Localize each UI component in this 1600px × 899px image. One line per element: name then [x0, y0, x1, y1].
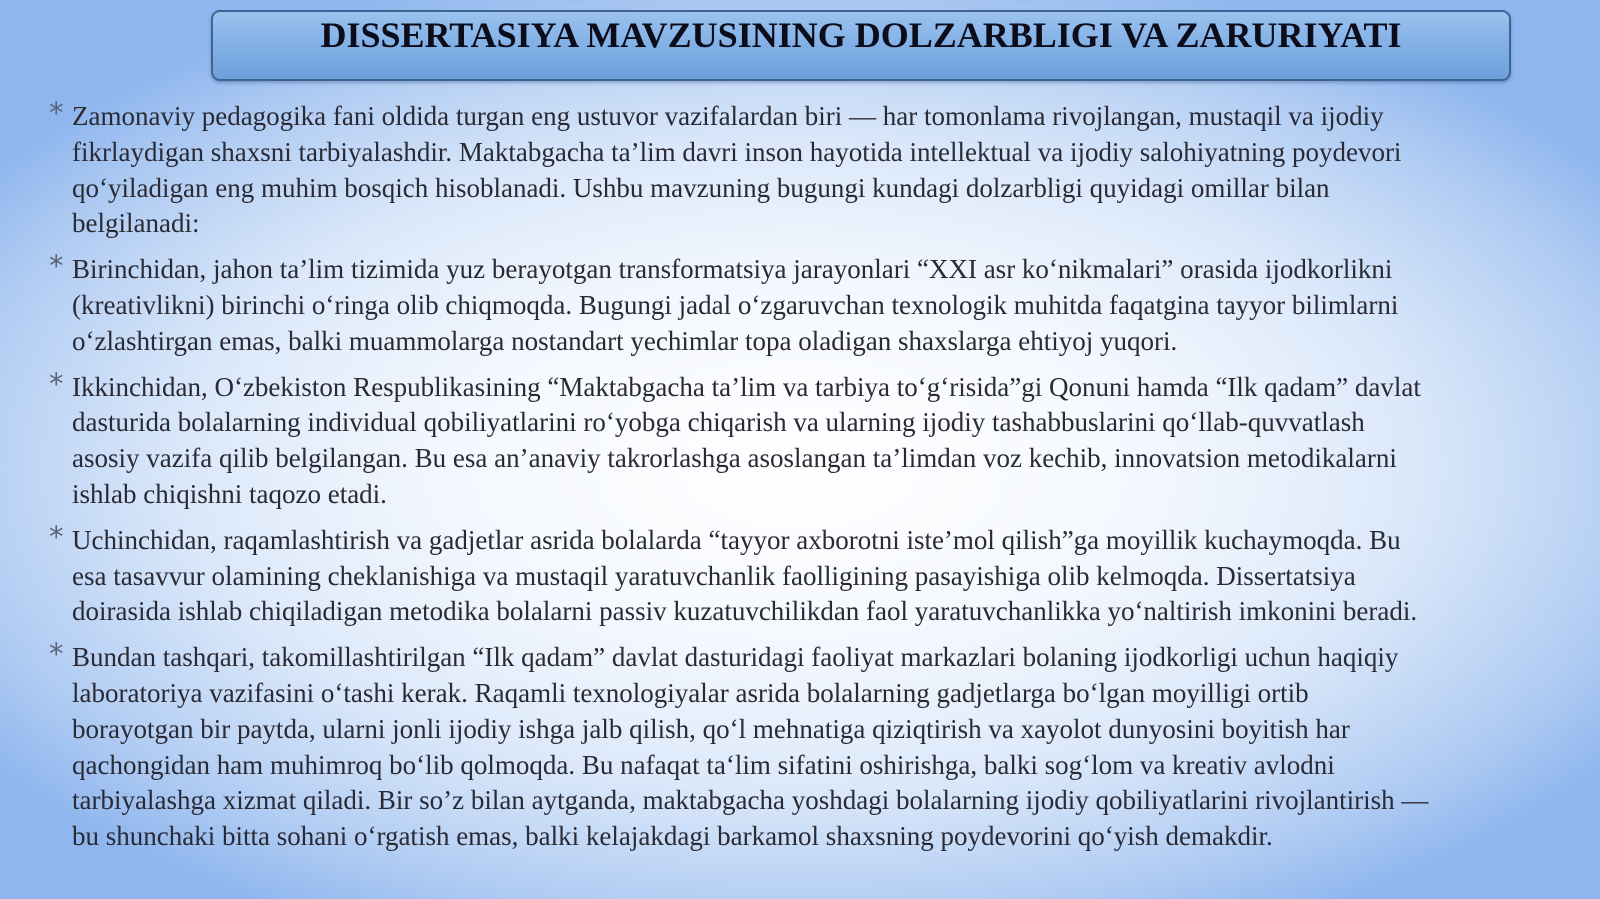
bullet-item — [46, 249, 1586, 359]
title-banner — [211, 10, 1511, 81]
bullet-text: Bundan tashqari, takomillashtirilgan “Ilk qadam” davlat dasturidagi faoliyat markazlari bolaning ijodkorligi uchun haqiqiy laboratoriya vazifasini o‘tashi kerak. Raqamli texnologiyalar asrida bolalarning gadjetlarga bo‘lgan moyilligi ortib borayotgan bir paytda, ularni jonli ijodiy ishga jalb qilish, qo‘l mehnatiga qiziqtirish va xayolot dunyosini boyitish har qachongidan ham muhimroq bo‘lib qolmoqda. Bu nafaqat ta‘lim sifatini oshirishga, balki sog‘lom va kreativ avlodni tarbiyalashga xizmat qiladi. Bir so’z bilan aytganda, maktabgacha yoshdagi bolalarning ijodiy qobiliyatlarini rivojlantirish — bu shunchaki bitta sohani o‘rgatish emas, balki kelajakdagi barkamol shaxsning poydevorini qo‘yish demakdir. — [72, 642, 1429, 852]
asterisk-bullet-icon: * — [49, 637, 64, 672]
bullet-text: Uchinchidan, raqamlashtirish va gadjetlar asrida bolalarda “tayyor axborotni iste’mol qilish”ga moyillik kuchaymoqda. Bu esa tasavvur olamining cheklanishiga va mustaqil yaratuvchanlik faolligining pasayishiga olib kelmoqda. Dissertatsiya doirasida ishlab chiqiladigan metodika bolalarni passiv kuzatuvchilikdan faol yaratuvchanlikka yo‘naltirish imkonini beradi. — [72, 524, 1418, 627]
bullet-item — [46, 637, 1586, 855]
asterisk-bullet-icon: * — [49, 96, 64, 130]
bullet-text: Zamonaviy pedagogika fani oldida turgan eng ustuvor vazifalardan biri — har tomonlama rivojlangan, mustaqil va ijodiy fikrlaydigan shaxsni tarbiyalashdir. Maktabgacha ta’lim davri inson hayotida intellektual va ijodiy salohiyatning poydevori qo‘yiladigan eng muhim bosqich hisoblanadi. Ushbu mavzuning bugungi kundagi dolzarbligi quyidagi omillar bilan belgilanadi: — [72, 101, 1402, 239]
asterisk-bullet-icon: * — [49, 519, 64, 554]
bullet-item — [46, 366, 1586, 513]
asterisk-bullet-icon: * — [49, 366, 64, 401]
bullet-item — [46, 519, 1586, 630]
bullet-text: Birinchidan, jahon ta’lim tizimida yuz berayotgan transformatsiya jarayonlari “XXI asr ko‘nikmalari” orasida ijodkorlikni (kreativlikni) birinchi o‘ringa olib chiqmoqda. Bugungi jadal o‘zgaruvchan texnologik muhitda faqatgina tayyor bilimlarni o‘zlashtirgan emas, balki muammolarga nostandart yechimlar topa oladigan shaxslarga ehtiyoj yuqori. — [72, 254, 1399, 356]
bullet-text: Ikkinchidan, O‘zbekiston Respublikasining “Maktabgacha ta’lim va tarbiya to‘g‘risida”gi Qonuni hamda “Ilk qadam” davlat dasturida bolalarning individual qobiliyatlarini ro‘yobga chiqarish va ularning ijodiy tashabbuslarini qo‘llab-quvvatlash asosiy vazifa qilib belgilangan. Bu esa an’anaviy takrorlashga asoslangan ta’limdan voz kechib, innovatsion metodikalarni ishlab chiqishni taqozo etadi. — [72, 371, 1421, 509]
slide-title: DISSERTASIYA MAVZUSINING DOLZARBLIGI VA ZARURIYATI — [320, 15, 1402, 55]
bullet-list — [46, 96, 1586, 865]
asterisk-bullet-icon: * — [49, 249, 64, 284]
bullet-item — [46, 96, 1586, 242]
